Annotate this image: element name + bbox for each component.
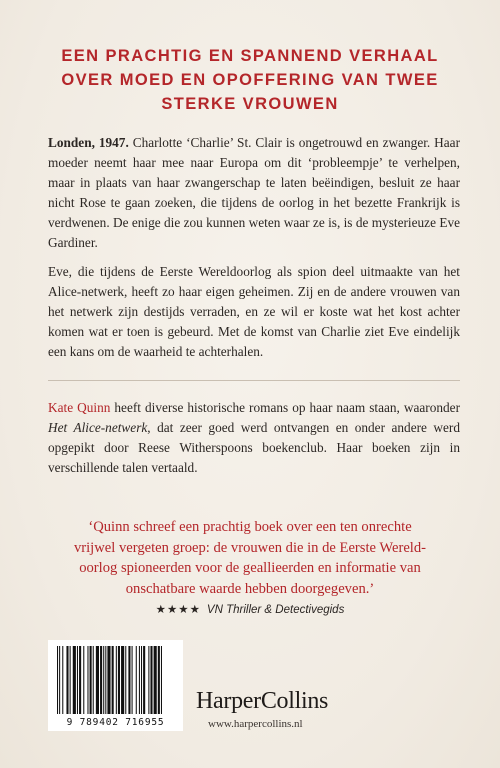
review-source-name: VN Thriller & Detectivegids (206, 604, 345, 616)
rating-stars-icon: ★★★★ (155, 604, 201, 616)
publisher-logo: HarperCollins (196, 688, 329, 714)
author-bio (48, 398, 460, 478)
quote-line: ‘Quinn schreef een prachtig boek over een ten onrechte (88, 519, 412, 535)
tagline-line: OVER MOED EN OPOFFERING VAN TWEE (61, 71, 439, 89)
blurb-paragraph-2 (48, 262, 460, 362)
isbn-digits: 9 789402 716955 (66, 717, 165, 728)
barcode-icon (48, 640, 183, 718)
quote-line: oorlog spioneerden voor de geallieerden en informatie van (79, 560, 421, 576)
author-text: heeft diverse historische romans op haar naam staan, waaronder (110, 400, 461, 415)
tagline (40, 44, 460, 116)
divider (48, 380, 460, 381)
author-text: , dat zeer goed werd ontvangen en onder andere werd opgepikt door Reese Witherspoons boekenclub. Haar boeken zijn in verschillende talen vertaald. (48, 420, 460, 475)
review-quote (40, 517, 460, 599)
author-name: Kate Quinn (48, 400, 111, 415)
blurb-lead: Londen, 1947. (48, 135, 129, 150)
blurb-paragraph-1 (48, 133, 460, 253)
publisher-website: www.harpercollins.nl (208, 718, 303, 730)
tagline-line: EEN PRACHTIG EN SPANNEND VERHAAL (61, 47, 439, 65)
tagline-line: STERKE VROUWEN (161, 95, 339, 113)
book-title: Het Alice-netwerk (48, 420, 148, 435)
blurb-text: Eve, die tijdens de Eerste Wereldoorlog als spion deel uitmaakte van het Alice-netwerk, heeft zo haar eigen geheimen. Zij en de andere vrouwen van het netwerk zijn destijds verraden, en ze wil er koste wat het kost achter komen wat er toen is gebeurd. Met de komst van Charlie ziet Eve eindelijk een kans om de waarheid te achterhalen. (48, 264, 460, 359)
review-source (40, 602, 460, 616)
barcode (48, 640, 183, 731)
quote-line: vrijwel vergeten groep: de vrouwen die in de Eerste Wereld- (73, 539, 427, 556)
blurb-text: Charlotte ‘Charlie’ St. Clair is ongetrouwd en zwanger. Haar moeder neemt haar mee naar Europa om dit ‘probleempje’ te verhelpen, maar in plaats van haar zwangerschap te laten beëindigen, besluit ze haar nicht Rose te gaan zoeken, die tijdens de oorlog in het bezette Frankrijk is verdwenen. De enige die zou kunnen weten waar ze is, is de mysterieuze Eve Gardiner. (48, 135, 460, 250)
quote-line: onschatbare waarde hebben doorgegeven.’ (125, 580, 375, 597)
